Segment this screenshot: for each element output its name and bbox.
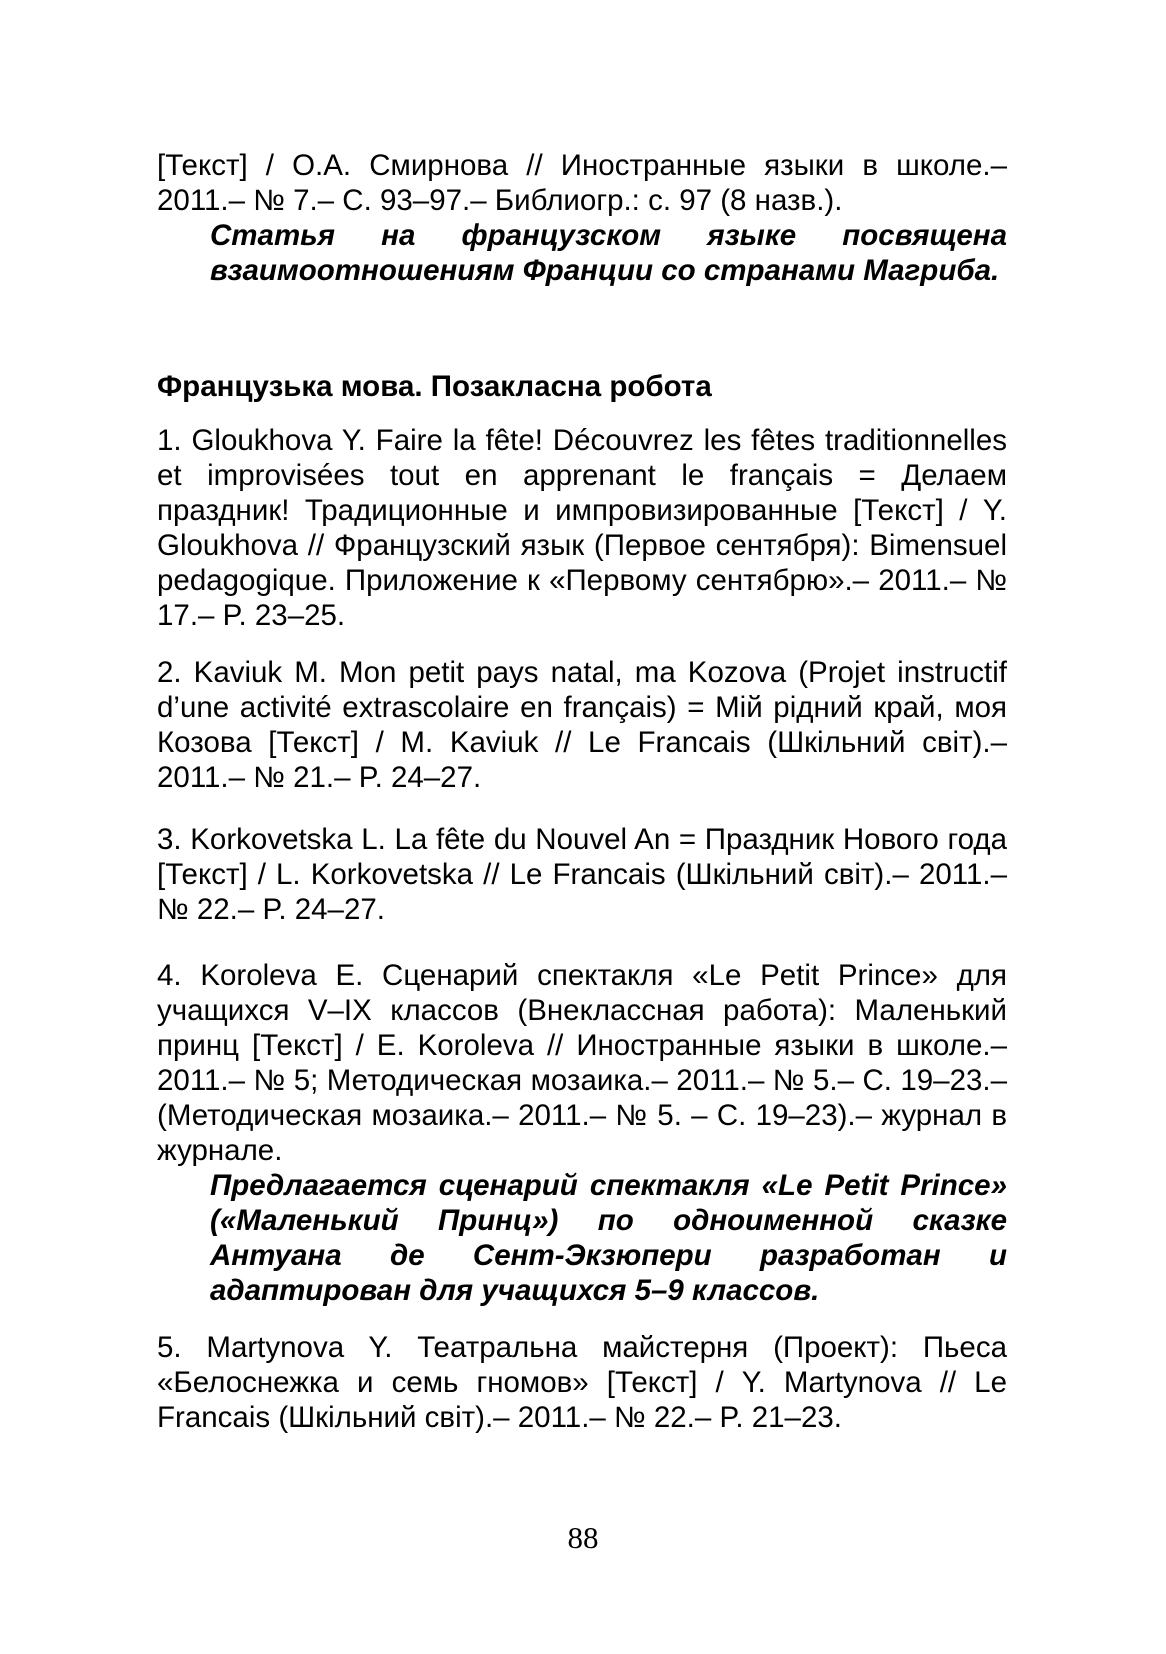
entry-text: 2. Kaviuk M. Mon petit pays natal, ma Kozova (Projet instructif d’une activité extrascolaire en français) = Мій рідний край, моя Козова [Текст] / M. Kaviuk // Le Francais (Шкільний світ).– 2011.– № 21.– P. 24–27. — [157, 656, 1007, 794]
entry-text: 3. Korkovetska L. La fête du Nouvel An = Праздник Нового года [Текст] / L. Korkovetska // Le Francais (Шкільний світ).– 2011.– № 22.– P. 24–27. — [157, 823, 1007, 926]
entry-text: 4. Koroleva E. Сценарий спектакля «Le Petit Prince» для учащихся V–IX классов (Внеклассная работа): Маленький принц [Текст] / E. Koroleva // Иностранные языки в школе.– 2011.– № 5; Методическая мозаика.– 2011.– № 5.– С. 19–23.– (Методическая мозаика.– 2011.– № 5. – С. 19–23).– журнал в журнале. — [157, 959, 1007, 1167]
bibliography-entry-5 — [157, 1330, 1007, 1435]
entry-annotation: Предлагается сценарий спектакля «Le Petit Prince» («Маленький Принц») по одноименной сказке Антуана де Сент-Экзюпери разработан и адаптирован для учащихся 5–9 классов. — [210, 1169, 1007, 1307]
page-number: 88 — [567, 1520, 599, 1555]
bibliography-entry-1 — [157, 423, 1007, 633]
bibliography-entry-3 — [157, 822, 1007, 927]
bibliography-entry-2 — [157, 655, 1007, 795]
entry-text: 1. Gloukhova Y. Faire la fête! Découvrez les fêtes traditionnelles et improvisées tout en apprenant le français = Делаем праздник! Традиционные и импровизированные [Текст] / Y. Gloukhova // Французский язык (Первое сентября): Bimensuel pedagogique. Приложение к «Первому сентябрю».– 2011.– № 17.– P. 23–25. — [157, 424, 1007, 632]
entry-text: 5. Martynova Y. Театральна майстерня (Проект): Пьеса «Белоснежка и семь гномов» [Текст] / Y. Martynova // Le Francais (Шкільний світ).– 2011.– № 22.– P. 21–23. — [157, 1331, 1007, 1434]
continuation-annotation: Статья на французском языке посвящена взаимоотношениям Франции со странами Магриба. — [210, 219, 1007, 287]
bibliography-entry-4 — [157, 958, 1007, 1308]
continuation-entry — [157, 148, 1007, 288]
section-heading: Французька мова. Позакласна робота — [157, 370, 712, 403]
continuation-text: [Текст] / О.А. Смирнова // Иностранные языки в школе.– 2011.– № 7.– С. 93–97.– Библиогр.: с. 97 (8 назв.). — [157, 149, 1007, 217]
